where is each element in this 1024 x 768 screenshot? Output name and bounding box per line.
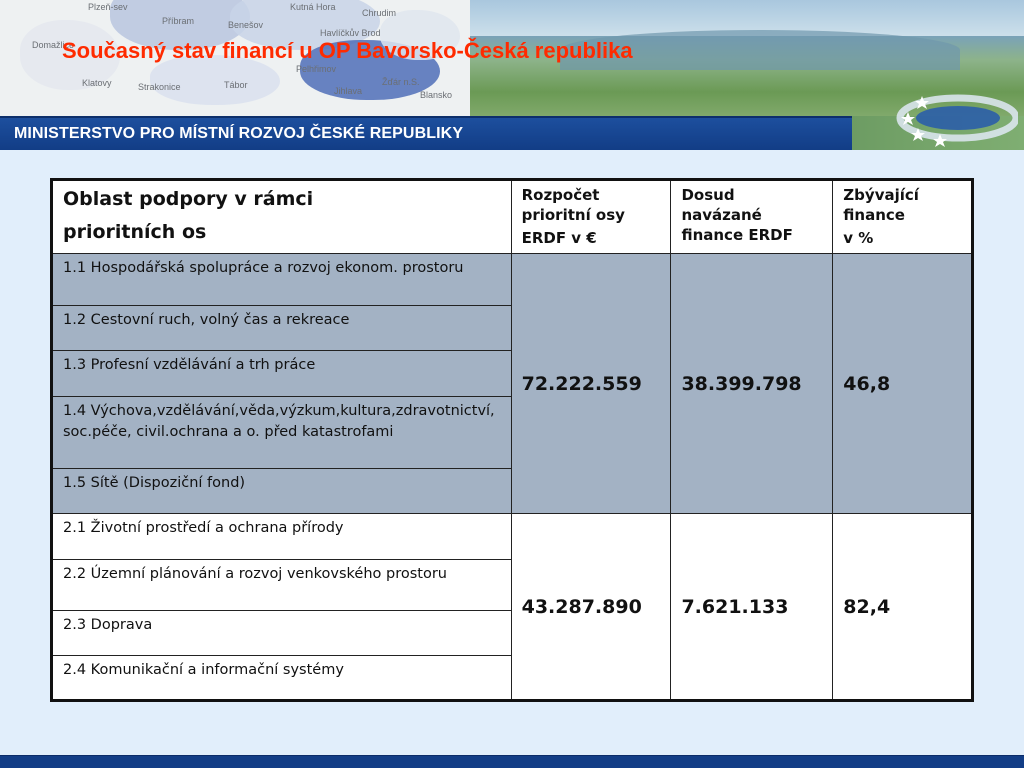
header-area [52, 180, 512, 254]
area-item: 2.1 Životní prostředí a ochrana přírody [52, 514, 512, 560]
header-remaining-line: Zbývající [843, 186, 919, 204]
header-remaining-line: v % [843, 229, 874, 247]
bottom-bar [0, 755, 1024, 768]
header-remaining-line: finance [843, 206, 905, 224]
header-budget [511, 180, 671, 254]
map-town: Klatovy [82, 78, 112, 88]
header-budget-line: ERDF v € [521, 229, 597, 247]
header-contracted [671, 180, 833, 254]
map-town: Strakonice [138, 82, 181, 92]
area-item: 1.2 Cestovní ruch, volný čas a rekreace [52, 306, 512, 351]
map-town: Žďár n.S. [382, 77, 420, 87]
ministry-bar [0, 116, 852, 150]
table-row [52, 254, 973, 306]
map-town: Domažlice [32, 40, 75, 50]
header-remaining [833, 180, 973, 254]
map-town: Jihlava [334, 86, 363, 96]
ministry-name: MINISTERSTVO PRO MÍSTNÍ ROZVOJ ČESKÉ REPUBLIKY [14, 125, 464, 142]
area-item: 1.3 Profesní vzdělávání a trh práce [52, 351, 512, 397]
contracted-value: 7.621.133 [671, 514, 833, 701]
table-row [52, 514, 973, 560]
table-header-row [52, 180, 973, 254]
page-title: Současný stav financí u OP Bavorsko-Česká republika [62, 38, 633, 63]
map-town: Kutná Hora [290, 2, 336, 12]
area-item: 2.2 Územní plánování a rozvoj venkovského prostoru [52, 560, 512, 611]
header-contracted-line: Dosud [681, 186, 735, 204]
map-town: Plzeň-sev [88, 2, 128, 12]
header-area-line: Oblast podpory v rámci [63, 188, 314, 210]
header-banner [0, 0, 1024, 116]
header-area-line: prioritních os [63, 221, 207, 243]
remaining-value: 82,4 [833, 514, 973, 701]
area-item: 1.1 Hospodářská spolupráce a rozvoj ekonom. prostoru [52, 254, 512, 306]
area-item: 1.4 Výchova,vzdělávání,věda,výzkum,kultura,zdravotnictví,soc.péče, civil.ochrana a o. před katastrofami [52, 397, 512, 469]
map-town: Tábor [224, 80, 248, 90]
budget-value: 43.287.890 [511, 514, 671, 701]
map-town: Pelhřimov [296, 64, 337, 74]
header-budget-line: Rozpočet [521, 186, 600, 204]
header-budget-line: prioritní osy [521, 206, 625, 224]
map-town: Příbram [162, 16, 195, 26]
map-town: Havlíčkův Brod [320, 28, 381, 38]
budget-value: 72.222.559 [511, 254, 671, 514]
area-item: 1.5 Sítě (Dispoziční fond) [52, 469, 512, 514]
area-item: 2.3 Doprava [52, 611, 512, 656]
eu-stars-icon [888, 86, 1018, 148]
map-town: Chrudim [362, 8, 397, 18]
area-item: 2.4 Komunikační a informační systémy [52, 656, 512, 701]
header-contracted-line: finance ERDF [681, 226, 793, 244]
map-town: Blansko [420, 90, 453, 100]
finance-table [50, 178, 974, 702]
header-contracted-line: navázané [681, 206, 762, 224]
map-town: Benešov [228, 20, 264, 30]
contracted-value: 38.399.798 [671, 254, 833, 514]
remaining-value: 46,8 [833, 254, 973, 514]
